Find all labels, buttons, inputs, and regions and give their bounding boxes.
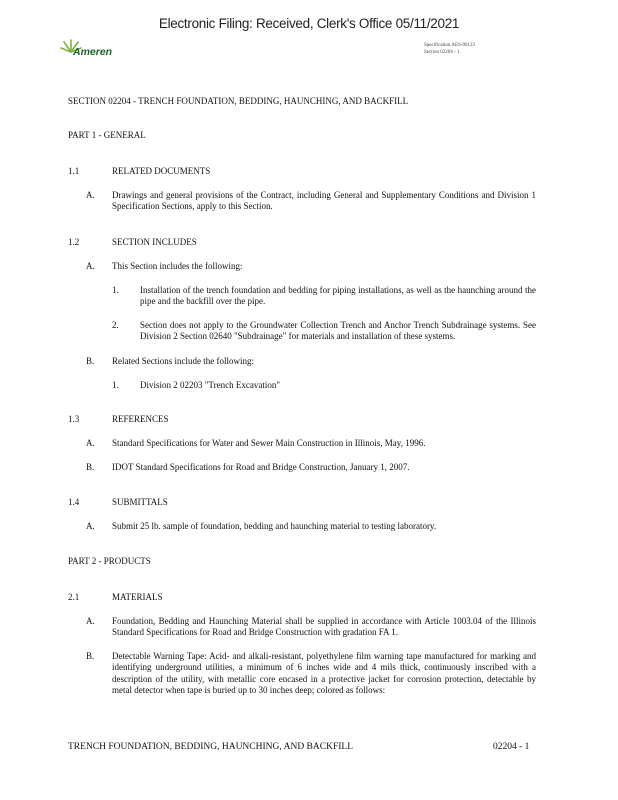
paragraph-text: Foundation, Bedding and Haunching Material shall be supplied in accordance with Article 1003.04 of the Illinois Standard Specifications for Road and Bridge Construction with gradation FA 1.: [112, 616, 536, 638]
paragraph-letter: B.: [86, 462, 95, 472]
logo-text: Ameren: [73, 46, 113, 58]
article-number: 1.2: [68, 237, 80, 247]
ameren-logo: [60, 38, 130, 62]
filing-stamp: Electronic Filing: Received, Clerk's Office 05/11/2021: [158, 16, 460, 31]
subparagraph-number: 1.: [112, 285, 119, 295]
article-title: MATERIALS: [112, 592, 163, 602]
article-number: 1.4: [68, 497, 80, 507]
paragraph-letter: A.: [86, 521, 95, 531]
subparagraph-text: Installation of the trench foundation and bedding for piping installations, as well as the haunching around the pipe and the backfill over the pipe.: [140, 285, 536, 307]
spec-line: Specification AES-00123: [424, 43, 475, 48]
article-title: SECTION INCLUDES: [112, 237, 197, 247]
paragraph-text: Submit 25 lb. sample of foundation, bedding and haunching material to testing laboratory.: [112, 521, 437, 531]
section-title: SECTION 02204 - TRENCH FOUNDATION, BEDDING, HAUNCHING, AND BACKFILL: [68, 96, 409, 106]
paragraph-letter: A.: [86, 616, 95, 626]
footer-page-number: 02204 - 1: [493, 742, 530, 752]
spec-reference: [424, 42, 475, 56]
article-number: 1.3: [68, 414, 80, 424]
paragraph-letter: B.: [86, 356, 95, 366]
subparagraph-text: Division 2 02203 "Trench Excavation": [140, 380, 281, 390]
spec-line: Section 02204 - 1: [424, 50, 460, 55]
subparagraph-number: 2.: [112, 320, 119, 330]
paragraph-text: Detectable Warning Tape: Acid- and alkali-resistant, polyethylene film warning tape manufactured for marking and identifying underground utilities, a minimum of 6 inches wide and 4 mils thick, continuously inscribed with a description of the utility, with metallic core encased in a protective jacket for corrosion protection, detectable by metal detector when tape is buried up to 30 inches deep; colored as follows:: [112, 651, 536, 695]
article-title: RELATED DOCUMENTS: [112, 166, 211, 176]
article-title: SUBMITTALS: [112, 497, 168, 507]
part-heading: PART 1 - GENERAL: [68, 130, 146, 140]
article-title: REFERENCES: [112, 414, 169, 424]
paragraph-text: Related Sections include the following:: [112, 356, 254, 366]
article-number: 2.1: [68, 592, 80, 602]
footer-title: TRENCH FOUNDATION, BEDDING, HAUNCHING, AND BACKFILL: [68, 742, 353, 752]
paragraph-letter: B.: [86, 651, 95, 661]
paragraph-text: Standard Specifications for Water and Sewer Main Construction in Illinois, May, 1996.: [112, 438, 426, 448]
subparagraph-number: 1.: [112, 380, 119, 390]
paragraph-text: This Section includes the following:: [112, 261, 243, 271]
paragraph-text: Drawings and general provisions of the Contract, including General and Supplementary Conditions and Division 1 Specification Sections, apply to this Section.: [112, 190, 536, 212]
article-number: 1.1: [68, 166, 80, 176]
paragraph-letter: A.: [86, 261, 95, 271]
subparagraph-text: Section does not apply to the Groundwater Collection Trench and Anchor Trench Subdrainage systems. See Division 2 Section 02640 "Subdrainage" for materials and installation of these systems.: [140, 320, 536, 342]
part-heading: PART 2 - PRODUCTS: [68, 556, 151, 566]
paragraph-letter: A.: [86, 438, 95, 448]
paragraph-letter: A.: [86, 190, 95, 200]
paragraph-text: IDOT Standard Specifications for Road and Bridge Construction, January 1, 2007.: [112, 462, 410, 472]
